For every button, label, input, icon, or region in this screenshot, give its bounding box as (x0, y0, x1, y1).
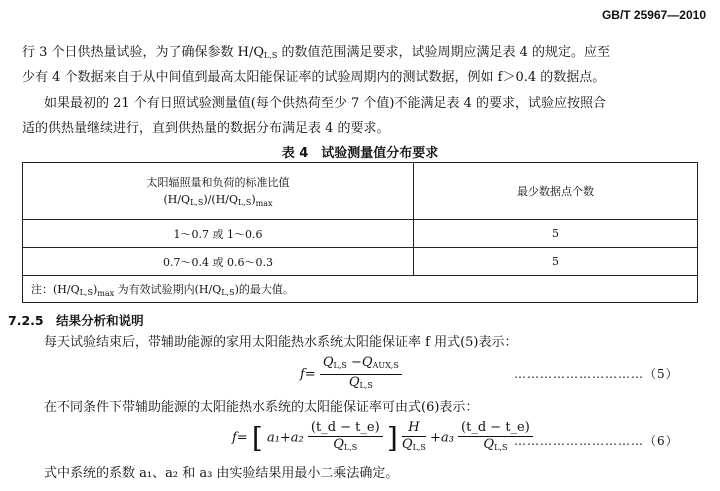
paragraph-1-line-1 (22, 44, 610, 65)
eq6-term2: +a₃ (430, 430, 454, 446)
eq6-f3-num: (t_d − t_e) (458, 420, 533, 437)
section-text-2: 在不同条件下带辅助能源的太阳能热水系统的太阳能保证率可由式(6)表示： (44, 400, 479, 415)
equation-5-label: …………………………（5） (514, 367, 679, 381)
table-4 (22, 162, 698, 303)
standard-number: GB/T 25967—2010 (601, 8, 706, 22)
eq6-f3-sub: L,S (494, 443, 508, 452)
eq6-fraction-2 (402, 420, 426, 456)
eq6-f1-den (308, 437, 383, 456)
table-caption: 表 4 试验测量值分布要求 (281, 146, 439, 161)
p1-text-b: 的数值范围满足要求，试验周期应满足表 4 的规定。应至 (277, 45, 611, 60)
eq6-f2-den (402, 437, 426, 456)
h-part2: )/(H/Q (203, 193, 239, 206)
equation-6-label: …………………………（6） (514, 434, 679, 448)
eq6-f1-num: (t_d − t_e) (308, 420, 383, 437)
eq5-qd: Q (348, 375, 360, 390)
paragraph-2-line-1: 如果最初的 21 个有日照试验测量值(每个供热荷至少 7 个值)不能满足表 4 的要求，试验应按照合 (44, 96, 607, 111)
note-part2: ) (92, 282, 98, 296)
table-note (23, 276, 698, 303)
eq6-f2-h: H (408, 420, 420, 435)
table-note-row (23, 276, 698, 303)
note-sub2: L,S (221, 287, 235, 297)
eq5-den-sub: L,S (359, 381, 373, 390)
header-ratio-line1: 太阳辐照量和负荷的标准比值 (146, 176, 290, 189)
note-sub1: L,S (79, 287, 93, 297)
eq6-right-bracket: ] (386, 421, 398, 455)
eq5-lhs: f= (300, 367, 316, 382)
eq5-numerator (320, 355, 402, 375)
h-sub2: L,S (238, 198, 252, 207)
eq5-sub1: L,S (333, 361, 347, 370)
row2-min-points: 5 (414, 248, 698, 276)
row2-range: 0.7～0.4 或 0.6～0.3 (23, 248, 414, 276)
eq6-term1: a₁+a₂ (266, 430, 304, 446)
eq6-f2-q: Q (401, 437, 413, 452)
note-max: max (97, 288, 115, 298)
eq6-f2-sub: L,S (412, 443, 426, 452)
header-ratio-line2 (23, 193, 413, 208)
h-max: max (255, 199, 273, 208)
eq6-lhs: f= (232, 430, 248, 446)
eq5-fraction (320, 355, 402, 394)
header-min-points-cell: 最少数据点个数 (414, 163, 698, 220)
table-row (23, 220, 698, 248)
section-heading: 7.2.5 结果分析和说明 (8, 313, 144, 328)
eq6-f3-q: Q (483, 437, 495, 452)
eq6-f1-sub: L,S (343, 443, 358, 452)
table-header-row (23, 163, 698, 220)
eq5-denominator (320, 375, 402, 394)
note-part1: 注：(H/Q (31, 282, 80, 296)
note-part4: )的最大值。 (234, 282, 294, 296)
equation-6 (232, 420, 533, 460)
eq6-f1-q: Q (333, 437, 344, 452)
paragraph-1-line-2: 少有 4 个数据来自于从中间值到最高太阳能保证率的试验周期内的测试数据，例如 f＞0.4 的数据点。 (22, 70, 606, 85)
h-sub1: L,S (190, 198, 204, 207)
section-text-1: 每天试验结束后，带辅助能源的家用太阳能热水系统太阳能保证率 f 用式(5)表示： (44, 335, 518, 350)
h-part1: (H/Q (163, 193, 191, 206)
table-row (23, 248, 698, 276)
p1-subscript: L,S (264, 51, 278, 60)
section-text-3: 式中系统的系数 a₁、a₂ 和 a₃ 由实验结果用最小二乘法确定。 (44, 466, 399, 481)
note-part3: 为有效试验期内(H/Q (114, 282, 222, 296)
eq6-left-bracket: [ (251, 421, 263, 455)
eq6-fraction-1 (308, 420, 383, 456)
paragraph-2-line-2: 适的供热量继续进行，直到供热量的数据分布满足表 4 的要求。 (22, 121, 390, 136)
eq6-f2-num (402, 420, 426, 437)
p1-text-a: 行 3 个日供热量试验，为了确保参数 H/Q (22, 45, 265, 60)
equation-5 (300, 355, 402, 391)
h-part3: ) (251, 193, 256, 206)
eq5-q2: −Q (346, 355, 373, 370)
row1-range: 1～0.7 或 1～0.6 (23, 220, 414, 248)
header-ratio-cell (23, 163, 414, 220)
row1-min-points: 5 (414, 220, 698, 248)
eq5-q1: Q (322, 355, 334, 370)
eq5-sub2: AUX,S (372, 361, 399, 370)
